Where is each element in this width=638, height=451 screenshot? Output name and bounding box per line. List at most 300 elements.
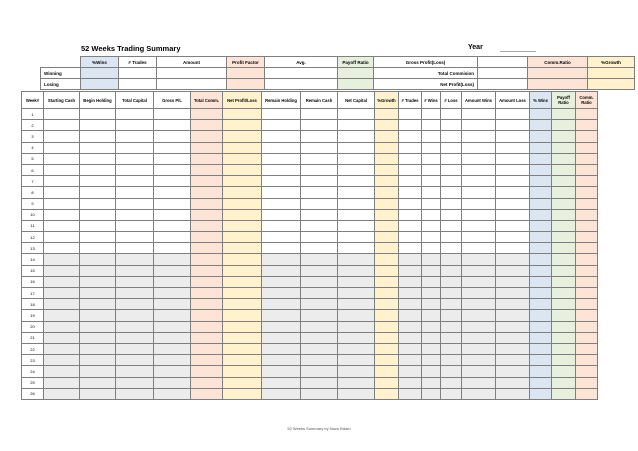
weekly-cell[interactable] <box>154 243 191 254</box>
weekly-cell[interactable] <box>462 142 496 153</box>
weekly-cell[interactable] <box>262 299 301 310</box>
weekly-cell[interactable] <box>552 142 576 153</box>
weekly-cell[interactable] <box>496 355 530 366</box>
growth-cell-2[interactable] <box>588 79 635 90</box>
weekly-cell[interactable] <box>154 209 191 220</box>
weekly-cell[interactable] <box>116 198 154 209</box>
weekly-cell[interactable] <box>552 131 576 142</box>
weekly-cell[interactable] <box>80 288 116 299</box>
weekly-cell[interactable] <box>191 131 223 142</box>
weekly-cell[interactable] <box>375 187 399 198</box>
winning-profit-factor-cell[interactable] <box>227 68 265 79</box>
weekly-cell[interactable] <box>262 220 301 231</box>
weekly-cell[interactable] <box>552 153 576 164</box>
weekly-cell[interactable] <box>44 176 80 187</box>
weekly-cell[interactable] <box>191 109 223 120</box>
weekly-cell[interactable] <box>441 176 462 187</box>
weekly-cell[interactable] <box>422 377 441 388</box>
winning-avg-cell[interactable] <box>265 68 338 79</box>
weekly-cell[interactable] <box>552 198 576 209</box>
weekly-cell[interactable] <box>262 377 301 388</box>
weekly-cell[interactable] <box>576 153 598 164</box>
weekly-cell[interactable] <box>496 366 530 377</box>
weekly-cell[interactable] <box>441 355 462 366</box>
weekly-cell[interactable] <box>223 120 262 131</box>
weekly-cell[interactable] <box>154 355 191 366</box>
weekly-cell[interactable] <box>422 243 441 254</box>
weekly-cell[interactable] <box>80 153 116 164</box>
weekly-cell[interactable] <box>154 142 191 153</box>
weekly-cell[interactable] <box>576 142 598 153</box>
weekly-cell[interactable] <box>44 187 80 198</box>
weekly-cell[interactable] <box>422 198 441 209</box>
weekly-cell[interactable] <box>301 220 338 231</box>
weekly-cell[interactable] <box>530 220 552 231</box>
weekly-cell[interactable] <box>462 388 496 399</box>
weekly-cell[interactable] <box>338 153 375 164</box>
weekly-cell[interactable] <box>116 388 154 399</box>
weekly-cell[interactable] <box>375 321 399 332</box>
weekly-cell[interactable] <box>530 288 552 299</box>
weekly-cell[interactable] <box>496 310 530 321</box>
weekly-cell[interactable] <box>462 198 496 209</box>
weekly-cell[interactable] <box>530 388 552 399</box>
weekly-cell[interactable] <box>530 176 552 187</box>
weekly-cell[interactable] <box>375 310 399 321</box>
weekly-cell[interactable] <box>576 299 598 310</box>
weekly-cell[interactable] <box>399 299 422 310</box>
weekly-cell[interactable] <box>338 288 375 299</box>
weekly-cell[interactable] <box>576 377 598 388</box>
weekly-cell[interactable] <box>552 164 576 175</box>
weekly-cell[interactable] <box>422 299 441 310</box>
weekly-cell[interactable] <box>80 254 116 265</box>
weekly-cell[interactable] <box>441 153 462 164</box>
weekly-cell[interactable] <box>530 164 552 175</box>
weekly-cell[interactable] <box>262 343 301 354</box>
weekly-cell[interactable] <box>399 366 422 377</box>
losing-trades-cell[interactable] <box>119 79 157 90</box>
weekly-cell[interactable] <box>262 355 301 366</box>
weekly-cell[interactable] <box>462 120 496 131</box>
weekly-cell[interactable] <box>576 109 598 120</box>
weekly-cell[interactable] <box>191 299 223 310</box>
weekly-cell[interactable] <box>262 366 301 377</box>
weekly-cell[interactable] <box>399 220 422 231</box>
weekly-cell[interactable] <box>262 109 301 120</box>
weekly-cell[interactable] <box>154 109 191 120</box>
weekly-cell[interactable] <box>154 232 191 243</box>
weekly-cell[interactable] <box>576 209 598 220</box>
weekly-cell[interactable] <box>496 120 530 131</box>
weekly-cell[interactable] <box>223 355 262 366</box>
weekly-cell[interactable] <box>375 388 399 399</box>
weekly-cell[interactable] <box>191 198 223 209</box>
weekly-cell[interactable] <box>462 243 496 254</box>
weekly-cell[interactable] <box>576 265 598 276</box>
weekly-cell[interactable] <box>262 310 301 321</box>
weekly-cell[interactable] <box>462 377 496 388</box>
winning-wins-cell[interactable] <box>81 68 119 79</box>
weekly-cell[interactable] <box>154 366 191 377</box>
weekly-cell[interactable] <box>441 120 462 131</box>
weekly-cell[interactable] <box>191 187 223 198</box>
weekly-cell[interactable] <box>399 243 422 254</box>
weekly-cell[interactable] <box>530 109 552 120</box>
weekly-cell[interactable] <box>462 310 496 321</box>
weekly-cell[interactable] <box>80 232 116 243</box>
weekly-cell[interactable] <box>262 209 301 220</box>
weekly-cell[interactable] <box>223 265 262 276</box>
weekly-cell[interactable] <box>375 276 399 287</box>
weekly-cell[interactable] <box>399 343 422 354</box>
weekly-cell[interactable] <box>262 198 301 209</box>
weekly-cell[interactable] <box>530 377 552 388</box>
weekly-cell[interactable] <box>154 321 191 332</box>
weekly-cell[interactable] <box>223 232 262 243</box>
weekly-cell[interactable] <box>338 109 375 120</box>
weekly-cell[interactable] <box>44 332 80 343</box>
weekly-cell[interactable] <box>44 310 80 321</box>
weekly-cell[interactable] <box>338 321 375 332</box>
weekly-cell[interactable] <box>154 198 191 209</box>
weekly-cell[interactable] <box>496 388 530 399</box>
weekly-cell[interactable] <box>375 164 399 175</box>
weekly-cell[interactable] <box>262 176 301 187</box>
weekly-cell[interactable] <box>80 355 116 366</box>
weekly-cell[interactable] <box>552 377 576 388</box>
weekly-cell[interactable] <box>422 265 441 276</box>
weekly-cell[interactable] <box>116 321 154 332</box>
weekly-cell[interactable] <box>301 153 338 164</box>
weekly-cell[interactable] <box>441 109 462 120</box>
total-commission-cell[interactable] <box>478 68 528 79</box>
weekly-cell[interactable] <box>223 176 262 187</box>
weekly-cell[interactable] <box>496 332 530 343</box>
weekly-cell[interactable] <box>530 355 552 366</box>
weekly-cell[interactable] <box>262 142 301 153</box>
weekly-cell[interactable] <box>375 265 399 276</box>
weekly-cell[interactable] <box>301 187 338 198</box>
weekly-cell[interactable] <box>462 276 496 287</box>
weekly-cell[interactable] <box>399 321 422 332</box>
weekly-cell[interactable] <box>399 142 422 153</box>
weekly-cell[interactable] <box>338 343 375 354</box>
weekly-cell[interactable] <box>338 377 375 388</box>
weekly-cell[interactable] <box>422 321 441 332</box>
weekly-cell[interactable] <box>223 343 262 354</box>
weekly-cell[interactable] <box>375 142 399 153</box>
weekly-cell[interactable] <box>262 265 301 276</box>
weekly-cell[interactable] <box>375 153 399 164</box>
weekly-cell[interactable] <box>44 343 80 354</box>
weekly-cell[interactable] <box>338 243 375 254</box>
weekly-cell[interactable] <box>552 276 576 287</box>
weekly-cell[interactable] <box>191 332 223 343</box>
weekly-cell[interactable] <box>44 366 80 377</box>
weekly-cell[interactable] <box>552 265 576 276</box>
weekly-cell[interactable] <box>496 265 530 276</box>
weekly-cell[interactable] <box>375 355 399 366</box>
weekly-cell[interactable] <box>441 310 462 321</box>
weekly-cell[interactable] <box>399 232 422 243</box>
weekly-cell[interactable] <box>422 187 441 198</box>
weekly-cell[interactable] <box>422 153 441 164</box>
weekly-cell[interactable] <box>262 232 301 243</box>
weekly-cell[interactable] <box>116 142 154 153</box>
weekly-cell[interactable] <box>576 254 598 265</box>
weekly-cell[interactable] <box>462 153 496 164</box>
weekly-cell[interactable] <box>462 254 496 265</box>
weekly-cell[interactable] <box>496 142 530 153</box>
weekly-cell[interactable] <box>399 288 422 299</box>
weekly-cell[interactable] <box>154 131 191 142</box>
weekly-cell[interactable] <box>154 254 191 265</box>
weekly-cell[interactable] <box>399 131 422 142</box>
weekly-cell[interactable] <box>154 164 191 175</box>
weekly-cell[interactable] <box>462 265 496 276</box>
weekly-cell[interactable] <box>576 343 598 354</box>
weekly-cell[interactable] <box>80 209 116 220</box>
weekly-cell[interactable] <box>530 142 552 153</box>
weekly-cell[interactable] <box>338 332 375 343</box>
weekly-cell[interactable] <box>116 377 154 388</box>
weekly-cell[interactable] <box>80 310 116 321</box>
weekly-cell[interactable] <box>462 109 496 120</box>
weekly-cell[interactable] <box>375 343 399 354</box>
weekly-cell[interactable] <box>441 164 462 175</box>
weekly-cell[interactable] <box>44 153 80 164</box>
weekly-cell[interactable] <box>338 276 375 287</box>
weekly-cell[interactable] <box>44 198 80 209</box>
weekly-cell[interactable] <box>530 232 552 243</box>
weekly-cell[interactable] <box>301 131 338 142</box>
weekly-cell[interactable] <box>301 232 338 243</box>
weekly-cell[interactable] <box>530 254 552 265</box>
weekly-cell[interactable] <box>576 131 598 142</box>
weekly-cell[interactable] <box>375 299 399 310</box>
weekly-cell[interactable] <box>422 164 441 175</box>
weekly-cell[interactable] <box>375 120 399 131</box>
weekly-cell[interactable] <box>116 243 154 254</box>
weekly-cell[interactable] <box>301 198 338 209</box>
weekly-cell[interactable] <box>116 164 154 175</box>
weekly-cell[interactable] <box>301 265 338 276</box>
weekly-cell[interactable] <box>422 220 441 231</box>
weekly-cell[interactable] <box>576 187 598 198</box>
weekly-cell[interactable] <box>530 209 552 220</box>
weekly-cell[interactable] <box>80 366 116 377</box>
weekly-cell[interactable] <box>262 388 301 399</box>
weekly-cell[interactable] <box>116 176 154 187</box>
weekly-cell[interactable] <box>154 276 191 287</box>
weekly-cell[interactable] <box>80 343 116 354</box>
weekly-cell[interactable] <box>552 288 576 299</box>
weekly-cell[interactable] <box>262 243 301 254</box>
weekly-cell[interactable] <box>223 142 262 153</box>
weekly-cell[interactable] <box>399 254 422 265</box>
weekly-cell[interactable] <box>576 276 598 287</box>
weekly-cell[interactable] <box>338 265 375 276</box>
weekly-cell[interactable] <box>399 276 422 287</box>
weekly-cell[interactable] <box>191 254 223 265</box>
weekly-cell[interactable] <box>44 142 80 153</box>
weekly-cell[interactable] <box>530 243 552 254</box>
weekly-cell[interactable] <box>80 377 116 388</box>
weekly-cell[interactable] <box>80 198 116 209</box>
weekly-cell[interactable] <box>338 310 375 321</box>
weekly-cell[interactable] <box>154 220 191 231</box>
weekly-cell[interactable] <box>530 153 552 164</box>
weekly-cell[interactable] <box>223 209 262 220</box>
weekly-cell[interactable] <box>223 288 262 299</box>
weekly-cell[interactable] <box>338 366 375 377</box>
winning-trades-cell[interactable] <box>119 68 157 79</box>
weekly-cell[interactable] <box>462 232 496 243</box>
weekly-cell[interactable] <box>422 209 441 220</box>
weekly-cell[interactable] <box>191 265 223 276</box>
weekly-cell[interactable] <box>576 366 598 377</box>
weekly-cell[interactable] <box>422 142 441 153</box>
weekly-cell[interactable] <box>154 176 191 187</box>
weekly-cell[interactable] <box>44 377 80 388</box>
losing-wins-cell[interactable] <box>81 79 119 90</box>
weekly-cell[interactable] <box>552 232 576 243</box>
weekly-cell[interactable] <box>116 209 154 220</box>
weekly-cell[interactable] <box>375 254 399 265</box>
weekly-cell[interactable] <box>44 164 80 175</box>
weekly-cell[interactable] <box>530 265 552 276</box>
weekly-cell[interactable] <box>576 355 598 366</box>
weekly-cell[interactable] <box>496 220 530 231</box>
weekly-cell[interactable] <box>80 176 116 187</box>
weekly-cell[interactable] <box>223 388 262 399</box>
weekly-cell[interactable] <box>44 276 80 287</box>
weekly-cell[interactable] <box>338 355 375 366</box>
weekly-cell[interactable] <box>441 388 462 399</box>
weekly-cell[interactable] <box>338 299 375 310</box>
weekly-cell[interactable] <box>301 276 338 287</box>
weekly-cell[interactable] <box>338 142 375 153</box>
weekly-cell[interactable] <box>301 355 338 366</box>
weekly-cell[interactable] <box>116 109 154 120</box>
weekly-cell[interactable] <box>338 254 375 265</box>
weekly-cell[interactable] <box>338 187 375 198</box>
weekly-cell[interactable] <box>422 343 441 354</box>
weekly-cell[interactable] <box>462 299 496 310</box>
weekly-cell[interactable] <box>375 366 399 377</box>
weekly-cell[interactable] <box>462 220 496 231</box>
weekly-cell[interactable] <box>301 343 338 354</box>
weekly-cell[interactable] <box>399 198 422 209</box>
weekly-cell[interactable] <box>44 355 80 366</box>
weekly-cell[interactable] <box>154 343 191 354</box>
weekly-cell[interactable] <box>496 276 530 287</box>
winning-amount-cell[interactable] <box>157 68 227 79</box>
weekly-cell[interactable] <box>496 187 530 198</box>
winning-payoff-cell[interactable] <box>338 68 374 79</box>
weekly-cell[interactable] <box>422 388 441 399</box>
weekly-cell[interactable] <box>223 332 262 343</box>
weekly-cell[interactable] <box>154 288 191 299</box>
weekly-cell[interactable] <box>462 187 496 198</box>
weekly-cell[interactable] <box>44 220 80 231</box>
weekly-cell[interactable] <box>223 276 262 287</box>
weekly-cell[interactable] <box>422 109 441 120</box>
weekly-cell[interactable] <box>530 310 552 321</box>
weekly-cell[interactable] <box>44 265 80 276</box>
weekly-cell[interactable] <box>552 299 576 310</box>
weekly-cell[interactable] <box>191 243 223 254</box>
weekly-cell[interactable] <box>462 209 496 220</box>
comm-ratio-cell[interactable] <box>528 68 588 79</box>
weekly-cell[interactable] <box>154 299 191 310</box>
weekly-cell[interactable] <box>399 164 422 175</box>
weekly-cell[interactable] <box>441 198 462 209</box>
weekly-cell[interactable] <box>375 232 399 243</box>
year-input-line[interactable] <box>500 51 536 52</box>
weekly-cell[interactable] <box>441 131 462 142</box>
weekly-cell[interactable] <box>301 321 338 332</box>
weekly-cell[interactable] <box>338 209 375 220</box>
growth-cell[interactable] <box>588 68 635 79</box>
weekly-cell[interactable] <box>223 220 262 231</box>
weekly-cell[interactable] <box>191 288 223 299</box>
weekly-cell[interactable] <box>44 232 80 243</box>
weekly-cell[interactable] <box>262 153 301 164</box>
weekly-cell[interactable] <box>154 265 191 276</box>
weekly-cell[interactable] <box>441 265 462 276</box>
weekly-cell[interactable] <box>301 377 338 388</box>
weekly-cell[interactable] <box>441 321 462 332</box>
weekly-cell[interactable] <box>80 321 116 332</box>
weekly-cell[interactable] <box>530 120 552 131</box>
weekly-cell[interactable] <box>116 232 154 243</box>
weekly-cell[interactable] <box>422 131 441 142</box>
weekly-cell[interactable] <box>223 299 262 310</box>
weekly-cell[interactable] <box>80 243 116 254</box>
weekly-cell[interactable] <box>375 176 399 187</box>
weekly-cell[interactable] <box>399 388 422 399</box>
weekly-cell[interactable] <box>80 388 116 399</box>
weekly-cell[interactable] <box>462 343 496 354</box>
weekly-cell[interactable] <box>462 355 496 366</box>
weekly-cell[interactable] <box>496 176 530 187</box>
weekly-cell[interactable] <box>301 164 338 175</box>
weekly-cell[interactable] <box>576 176 598 187</box>
weekly-cell[interactable] <box>116 299 154 310</box>
weekly-cell[interactable] <box>441 243 462 254</box>
weekly-cell[interactable] <box>496 254 530 265</box>
weekly-cell[interactable] <box>496 343 530 354</box>
weekly-cell[interactable] <box>80 142 116 153</box>
weekly-cell[interactable] <box>441 276 462 287</box>
weekly-cell[interactable] <box>552 310 576 321</box>
weekly-cell[interactable] <box>375 109 399 120</box>
weekly-cell[interactable] <box>576 332 598 343</box>
weekly-cell[interactable] <box>262 131 301 142</box>
weekly-cell[interactable] <box>375 288 399 299</box>
weekly-cell[interactable] <box>552 243 576 254</box>
weekly-cell[interactable] <box>552 366 576 377</box>
weekly-cell[interactable] <box>80 332 116 343</box>
gross-profit-cell[interactable] <box>478 57 528 68</box>
weekly-cell[interactable] <box>496 198 530 209</box>
weekly-cell[interactable] <box>441 232 462 243</box>
weekly-cell[interactable] <box>375 243 399 254</box>
weekly-cell[interactable] <box>422 276 441 287</box>
weekly-cell[interactable] <box>44 254 80 265</box>
